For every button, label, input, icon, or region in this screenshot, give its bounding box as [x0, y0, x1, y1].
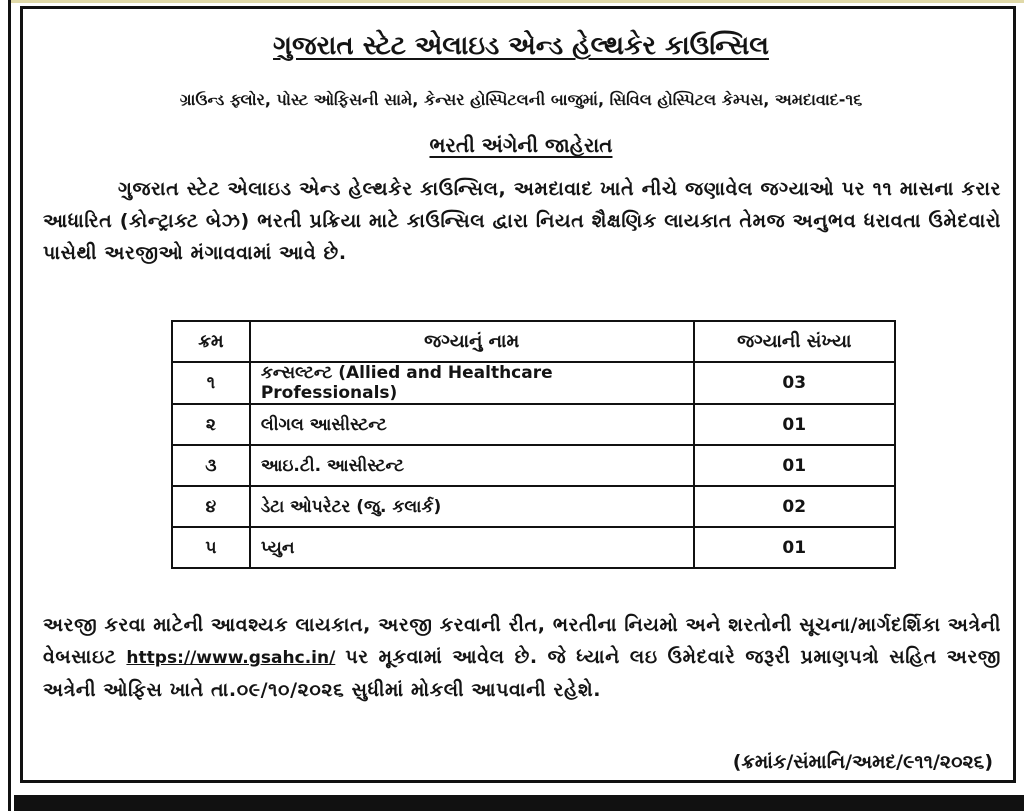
posts-table: [171, 320, 896, 569]
table-row: [172, 527, 895, 568]
row-serial: ૩: [172, 445, 250, 486]
row-post-count: 02: [694, 486, 895, 527]
council-address: ગ્રાઉન્ડ ફ્લોર, પોસ્ટ ઓફિસની સામે, કેન્સર હોસ્પિટલની બાજુમાં, સિવિલ હોસ્પિટલ કેમ્પસ, અમદાવાદ-૧૬: [179, 90, 863, 109]
table-row: [172, 404, 895, 445]
notice-heading-text: ભરતી અંગેની જાહેરાત: [429, 133, 613, 157]
row-serial: ૧: [172, 362, 250, 404]
row-serial: ૪: [172, 486, 250, 527]
row-post-name: પ્યુન: [250, 527, 694, 568]
intro-paragraph: ગુજરાત સ્ટેટ એલાઇડ એન્ડ હેલ્થકેર કાઉન્સિલ, અમદાવાદ ખાતે નીચે જણાવેલ જગ્યાઓ પર ૧૧ માસના કરાર આધારિત (કોન્ટ્રાક્ટ બેઝ) ભરતી પ્રક્રિયા માટે કાઉન્સિલ દ્વારા નિયત શૈક્ષણિક લાયકાત તેમજ અનુભવ ધરાવતા ઉમેદવારો પાસેથી અરજીઓ મંગાવવામાં આવે છે.: [43, 178, 1001, 264]
council-title: [23, 29, 1019, 63]
footer-text-after-url: પર મૂકવામાં આવેલ છે. જે ધ્યાને લઇ ઉમેદવારે જરૂરી પ્રમાણપત્રો સહિત અરજી અત્રેની ઓફિસ ખાતે તા.૦૯/૧૦/૨૦૨૬ સુધીમાં મોકલી આપવાની રહેશે.: [43, 646, 1002, 701]
table-row: [172, 445, 895, 486]
table-row: [172, 362, 895, 404]
website-link[interactable]: https://www.gsahc.in/: [126, 648, 336, 668]
header-post-name: જગ્યાનું નામ: [250, 321, 694, 362]
row-post-name: કન્સલ્ટન્ટ (Allied and Healthcare Professionals): [250, 362, 694, 404]
row-post-name: આઇ.ટી. આસીસ્ટન્ટ: [250, 445, 694, 486]
header-serial: ક્રમ: [172, 321, 250, 362]
reference-number: (ક્રમાંક/સંમાનિ/અમદ/૯૧૧/૨૦૨૬): [732, 751, 993, 773]
row-serial: ૫: [172, 527, 250, 568]
table-header-row: [172, 321, 895, 362]
footer-paragraph: [43, 609, 1001, 706]
row-post-count: 03: [694, 362, 895, 404]
bottom-band: [14, 795, 1024, 811]
council-title-text: ગુજરાત સ્ટેટ એલાઇડ એન્ડ હેલ્થકેર કાઉન્સિલ: [273, 31, 769, 61]
left-border: [0, 0, 11, 811]
row-post-count: 01: [694, 404, 895, 445]
row-serial: ૨: [172, 404, 250, 445]
top-rule: [0, 0, 1024, 3]
row-post-count: 01: [694, 445, 895, 486]
row-post-name: ડેટા ઓપરેટર (જુ. કલાર્ક): [250, 486, 694, 527]
notice-heading: [23, 131, 1019, 159]
header-post-count: જગ્યાની સંખ્યા: [694, 321, 895, 362]
row-post-name: લીગલ આસીસ્ટન્ટ: [250, 404, 694, 445]
recruitment-notice: [20, 6, 1016, 783]
footer-text-before-url: અરજી કરવા માટેની આવશ્યક લાયકાત, અરજી કરવાની રીત, ભરતીના નિયમો અને શરતોની સૂચના/માર્ગદર્શિકા અત્રેની વેબસાઇટ: [43, 614, 1001, 668]
table-row: [172, 486, 895, 527]
row-post-count: 01: [694, 527, 895, 568]
